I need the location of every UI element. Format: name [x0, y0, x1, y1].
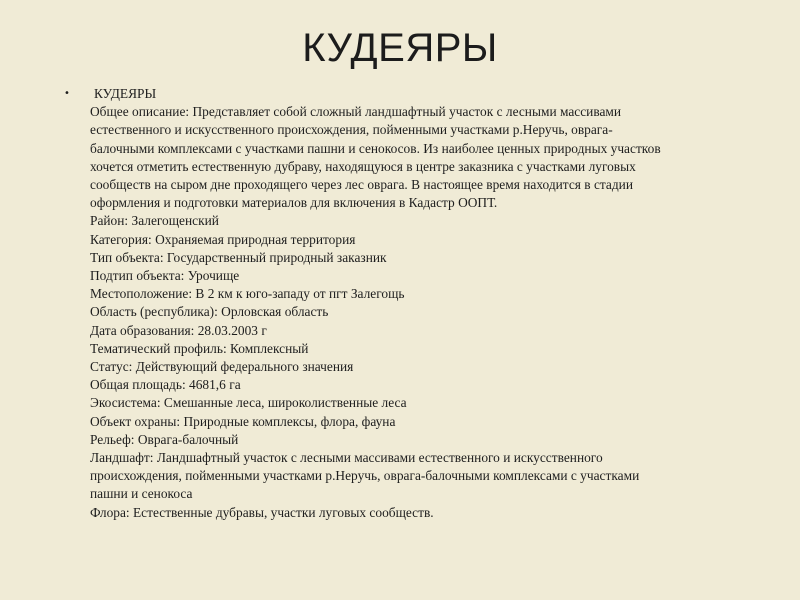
- description-line: Общее описание: Представляет собой сложный ландшафтный участок с лесными массивами: [90, 104, 622, 120]
- ecosystem-line: Экосистема: Смешанные леса, широколиственные леса: [90, 395, 407, 411]
- status-line: Статус: Действующий федерального значения: [90, 359, 354, 375]
- slide-title: КУДЕЯРЫ: [302, 26, 498, 70]
- landscape-line: Ландшафт: Ландшафтный участок с лесными массивами естественного и искусственного: [90, 450, 603, 466]
- profile-line: Тематический профиль: Комплексный: [90, 340, 309, 356]
- description-line: сообществ на сыром дне проходящего через лес оврага. В настоящее время находится в стадии: [90, 177, 633, 193]
- category-line: Категория: Охраняемая природная территория: [90, 231, 356, 247]
- bullet-marker: •: [64, 88, 70, 99]
- object-heading: КУДЕЯРЫ: [94, 86, 157, 101]
- object-type-line: Тип объекта: Государственный природный заказник: [90, 249, 387, 265]
- description-line: хочется отметить естественную дубраву, находящуюся в центре заказника с участками луговых: [90, 158, 636, 174]
- district-line: Район: Залегощенский: [90, 213, 219, 229]
- landscape-line: пашни и сенокоса: [90, 486, 193, 502]
- flora-line: Флора: Естественные дубравы, участки луговых сообществ.: [90, 504, 434, 520]
- location-line: Местоположение: В 2 км к юго-западу от пгт Залегощь: [90, 286, 405, 302]
- area-line: Общая площадь: 4681,6 га: [90, 377, 241, 393]
- object-subtype-line: Подтип объекта: Урочище: [90, 268, 240, 284]
- relief-line: Рельеф: Оврага-балочный: [90, 431, 239, 447]
- bullet-item: [64, 85, 764, 522]
- description-line: балочными комплексами с участками пашни и сенокосов. Из наиболее ценных природных участков: [90, 140, 661, 156]
- bullet-text: [90, 85, 764, 522]
- protection-object-line: Объект охраны: Природные комплексы, флора, фауна: [90, 413, 396, 429]
- description-line: естественного и искусственного происхождения, пойменными участками р.Неручь, оврага-: [90, 122, 613, 138]
- description-line: оформления и подготовки материалов для включения в Кадастр ООПТ.: [90, 195, 498, 211]
- founded-date-line: Дата образования: 28.03.2003 г: [90, 322, 267, 338]
- slide-content: [64, 85, 764, 522]
- region-line: Область (республика): Орловская область: [90, 304, 329, 320]
- landscape-line: происхождения, пойменными участками р.Неручь, оврага-балочными комплексами с участками: [90, 468, 640, 484]
